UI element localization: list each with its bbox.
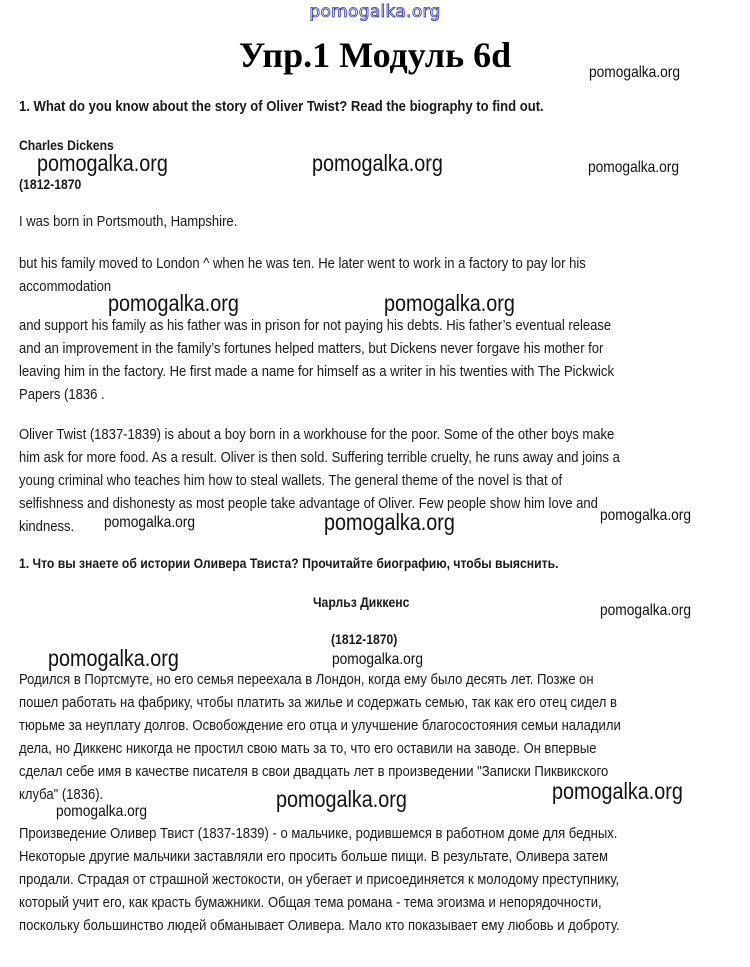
watermark: pomogalka.org	[552, 778, 683, 804]
text-line: дела, но Диккенс никогда не простил свою мать за то, что его оставили на заводе. Он впервые	[19, 740, 597, 757]
watermark: pomogalka.org	[600, 602, 692, 619]
text-line: продали. Страдая от страшной жестокости, он убегает и присоединяется к молодому преступнику,	[19, 871, 620, 888]
watermark: pomogalka.org	[589, 64, 681, 81]
paragraph	[19, 314, 732, 406]
watermark: pomogalka.org	[108, 290, 239, 316]
page-title: Упр.1 Модуль 6d	[238, 35, 512, 75]
text-line: him ask for more food. As a result. Oliver is then sold. Suffering terrible cruelty, he runs away and joins a	[19, 449, 620, 466]
text-line: accommodation	[19, 278, 112, 295]
watermark: pomogalka.org	[276, 786, 407, 812]
watermark: pomogalka.org	[48, 645, 179, 671]
watermark: pomogalka.org	[56, 803, 148, 820]
watermark: pomogalka.org	[324, 509, 455, 535]
text-line: который учит его, как красть бумажники. Общая тема романа - тема эгоизма и непорядочности,	[19, 894, 602, 911]
russian-author-name: Чарльз Диккенс	[313, 594, 410, 610]
text-line: kindness.	[19, 518, 75, 535]
watermark: pomogalka.org	[104, 514, 196, 531]
top-watermark: pomogalka.org	[309, 2, 441, 22]
russian-question: 1. Что вы знаете об истории Оливера Твиста? Прочитайте биографию, чтобы выяснить.	[19, 555, 559, 571]
text-line: selfishness and dishonesty as most people take advantage of Oliver. Few people show him love and	[19, 495, 598, 512]
author-name: Charles Dickens	[19, 137, 114, 153]
text-line: young criminal who teaches him how to steal wallets. The general theme of the novel is that of	[19, 472, 563, 489]
russian-author-years: (1812-1870)	[331, 631, 398, 647]
watermark: pomogalka.org	[588, 159, 680, 176]
text-line: Papers (1836 .	[19, 386, 105, 403]
author-years: (1812-1870	[19, 176, 82, 192]
text-line: Некоторые другие мальчики заставляли его просить больше пищи. В результате, Оливера затем	[19, 848, 609, 865]
english-question: 1. What do you know about the story of Oliver Twist? Read the biography to find out.	[19, 98, 544, 115]
paragraph: I was born in Portsmouth, Hampshire.	[19, 213, 238, 230]
text-line: пошел работать на фабрику, чтобы платить за жилье и содержать семью, так как его отец сидел в	[19, 694, 617, 711]
text-line: тюрьме за неуплату долгов. Освобождение его отца и улучшение благосостояния семьи наладили	[19, 717, 621, 734]
text-line: and support his family as his father was in prison for not paying his debts. His father’s eventual release	[19, 317, 612, 334]
text-line: Oliver Twist (1837-1839) is about a boy born in a workhouse for the poor. Some of the other boys make	[19, 426, 615, 443]
text-line: Родился в Портсмуте, но его семья переехала в Лондон, когда ему было десять лет. Позже он	[19, 671, 594, 688]
text-line: leaving him in the factory. He first made a name for himself as a writer in his twenties with The Pickwick	[19, 363, 614, 380]
watermark: pomogalka.org	[332, 651, 424, 668]
text-line: but his family moved to London ^ when he was ten. He later went to work in a factory to pay lor his	[19, 255, 586, 272]
text-line: поскольку большинство людей обманывает Оливера. Мало кто показывает ему любовь и доброту.	[19, 917, 620, 934]
watermark: pomogalka.org	[600, 507, 692, 524]
text-line: Произведение Оливер Твист (1837-1839) - о мальчике, родившемся в работном доме для бедных.	[19, 825, 618, 842]
paragraph	[19, 822, 732, 937]
watermark: pomogalka.org	[312, 150, 443, 176]
watermark: pomogalka.org	[37, 150, 168, 176]
text-line: клуба" (1836).	[19, 786, 104, 803]
text-line: and an improvement in the family’s fortunes helped matters, but Dickens never forgave his mother for	[19, 340, 604, 357]
text-line: сделал себе имя в качестве писателя в свои двадцать лет в произведении "Записки Пиквикского	[19, 763, 609, 780]
watermark: pomogalka.org	[384, 290, 515, 316]
